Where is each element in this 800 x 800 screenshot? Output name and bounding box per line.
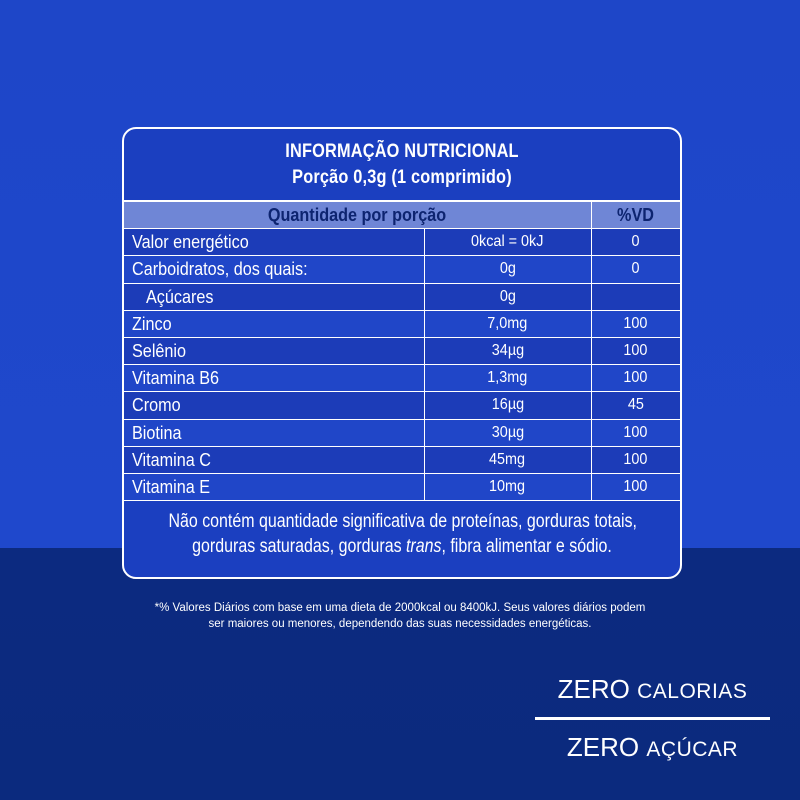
table-row xyxy=(124,283,680,310)
nutrient-vd: 100 xyxy=(591,337,680,364)
nutrient-vd: 100 xyxy=(591,310,680,337)
nutrient-name: Vitamina C xyxy=(124,446,424,473)
nutrient-vd: 100 xyxy=(591,446,680,473)
claim-divider xyxy=(535,717,770,720)
nutrient-amount: 10mg xyxy=(424,473,591,500)
zero-sugar-claim: ZERO AÇÚCAR xyxy=(566,732,739,762)
nutrient-name: Açúcares xyxy=(124,283,424,310)
panel-title: INFORMAÇÃO NUTRICIONAL xyxy=(285,141,519,162)
table-body xyxy=(124,229,680,501)
nutrient-vd: 100 xyxy=(591,365,680,392)
trans-italic: trans xyxy=(406,536,442,558)
daily-values-footnote xyxy=(100,600,700,632)
nutrient-name: Valor energético xyxy=(124,229,424,256)
claims-block xyxy=(535,672,770,767)
nutrient-amount: 7,0mg xyxy=(424,310,591,337)
nutrient-amount: 16µg xyxy=(424,392,591,419)
nutrient-vd: 100 xyxy=(591,473,680,500)
table-row xyxy=(124,337,680,364)
table-row xyxy=(124,256,680,283)
nutrient-vd: 100 xyxy=(591,419,680,446)
nutrient-name: Carboidratos, dos quais: xyxy=(124,256,424,283)
panel-footer-note xyxy=(124,501,680,559)
portion-size: Porção 0,3g (1 comprimido) xyxy=(292,167,512,188)
zero-calories-claim: ZERO CALORIAS xyxy=(557,674,748,704)
footer-line-2: gorduras saturadas, gorduras trans, fibra alimentar e sódio. xyxy=(192,536,612,558)
nutrient-amount: 30µg xyxy=(424,419,591,446)
nutrient-name: Selênio xyxy=(124,337,424,364)
nutrient-amount: 0g xyxy=(424,256,591,283)
table-header-row xyxy=(124,202,680,229)
table-row xyxy=(124,392,680,419)
nutrient-vd: 0 xyxy=(591,229,680,256)
nutrient-name: Cromo xyxy=(124,392,424,419)
nutrition-table xyxy=(124,202,680,501)
nutrient-name: Zinco xyxy=(124,310,424,337)
footnote-line-1: *% Valores Diários com base em uma dieta de 2000kcal ou 8400kJ. Seus valores diários podem xyxy=(154,602,646,614)
table-row xyxy=(124,473,680,500)
nutrient-amount: 0kcal = 0kJ xyxy=(424,229,591,256)
nutrient-name: Vitamina B6 xyxy=(124,365,424,392)
nutrient-amount: 0g xyxy=(424,283,591,310)
table-row xyxy=(124,310,680,337)
nutrient-vd: 45 xyxy=(591,392,680,419)
nutrient-vd xyxy=(591,283,680,310)
table-row xyxy=(124,365,680,392)
nutrient-name: Biotina xyxy=(124,419,424,446)
nutrient-amount: 34µg xyxy=(424,337,591,364)
header-quantity: Quantidade por porção xyxy=(124,202,591,229)
panel-header xyxy=(124,129,680,202)
header-vd: %VD xyxy=(591,202,680,229)
footnote-line-2: ser maiores ou menores, dependendo das suas necessidades energéticas. xyxy=(208,618,592,630)
footer-line-1: Não contém quantidade significativa de proteínas, gorduras totais, xyxy=(168,511,637,533)
nutrition-facts-panel xyxy=(122,127,682,579)
nutrient-vd: 0 xyxy=(591,256,680,283)
nutrient-amount: 1,3mg xyxy=(424,365,591,392)
table-row xyxy=(124,229,680,256)
nutrient-name: Vitamina E xyxy=(124,473,424,500)
table-row xyxy=(124,419,680,446)
table-row xyxy=(124,446,680,473)
nutrient-amount: 45mg xyxy=(424,446,591,473)
